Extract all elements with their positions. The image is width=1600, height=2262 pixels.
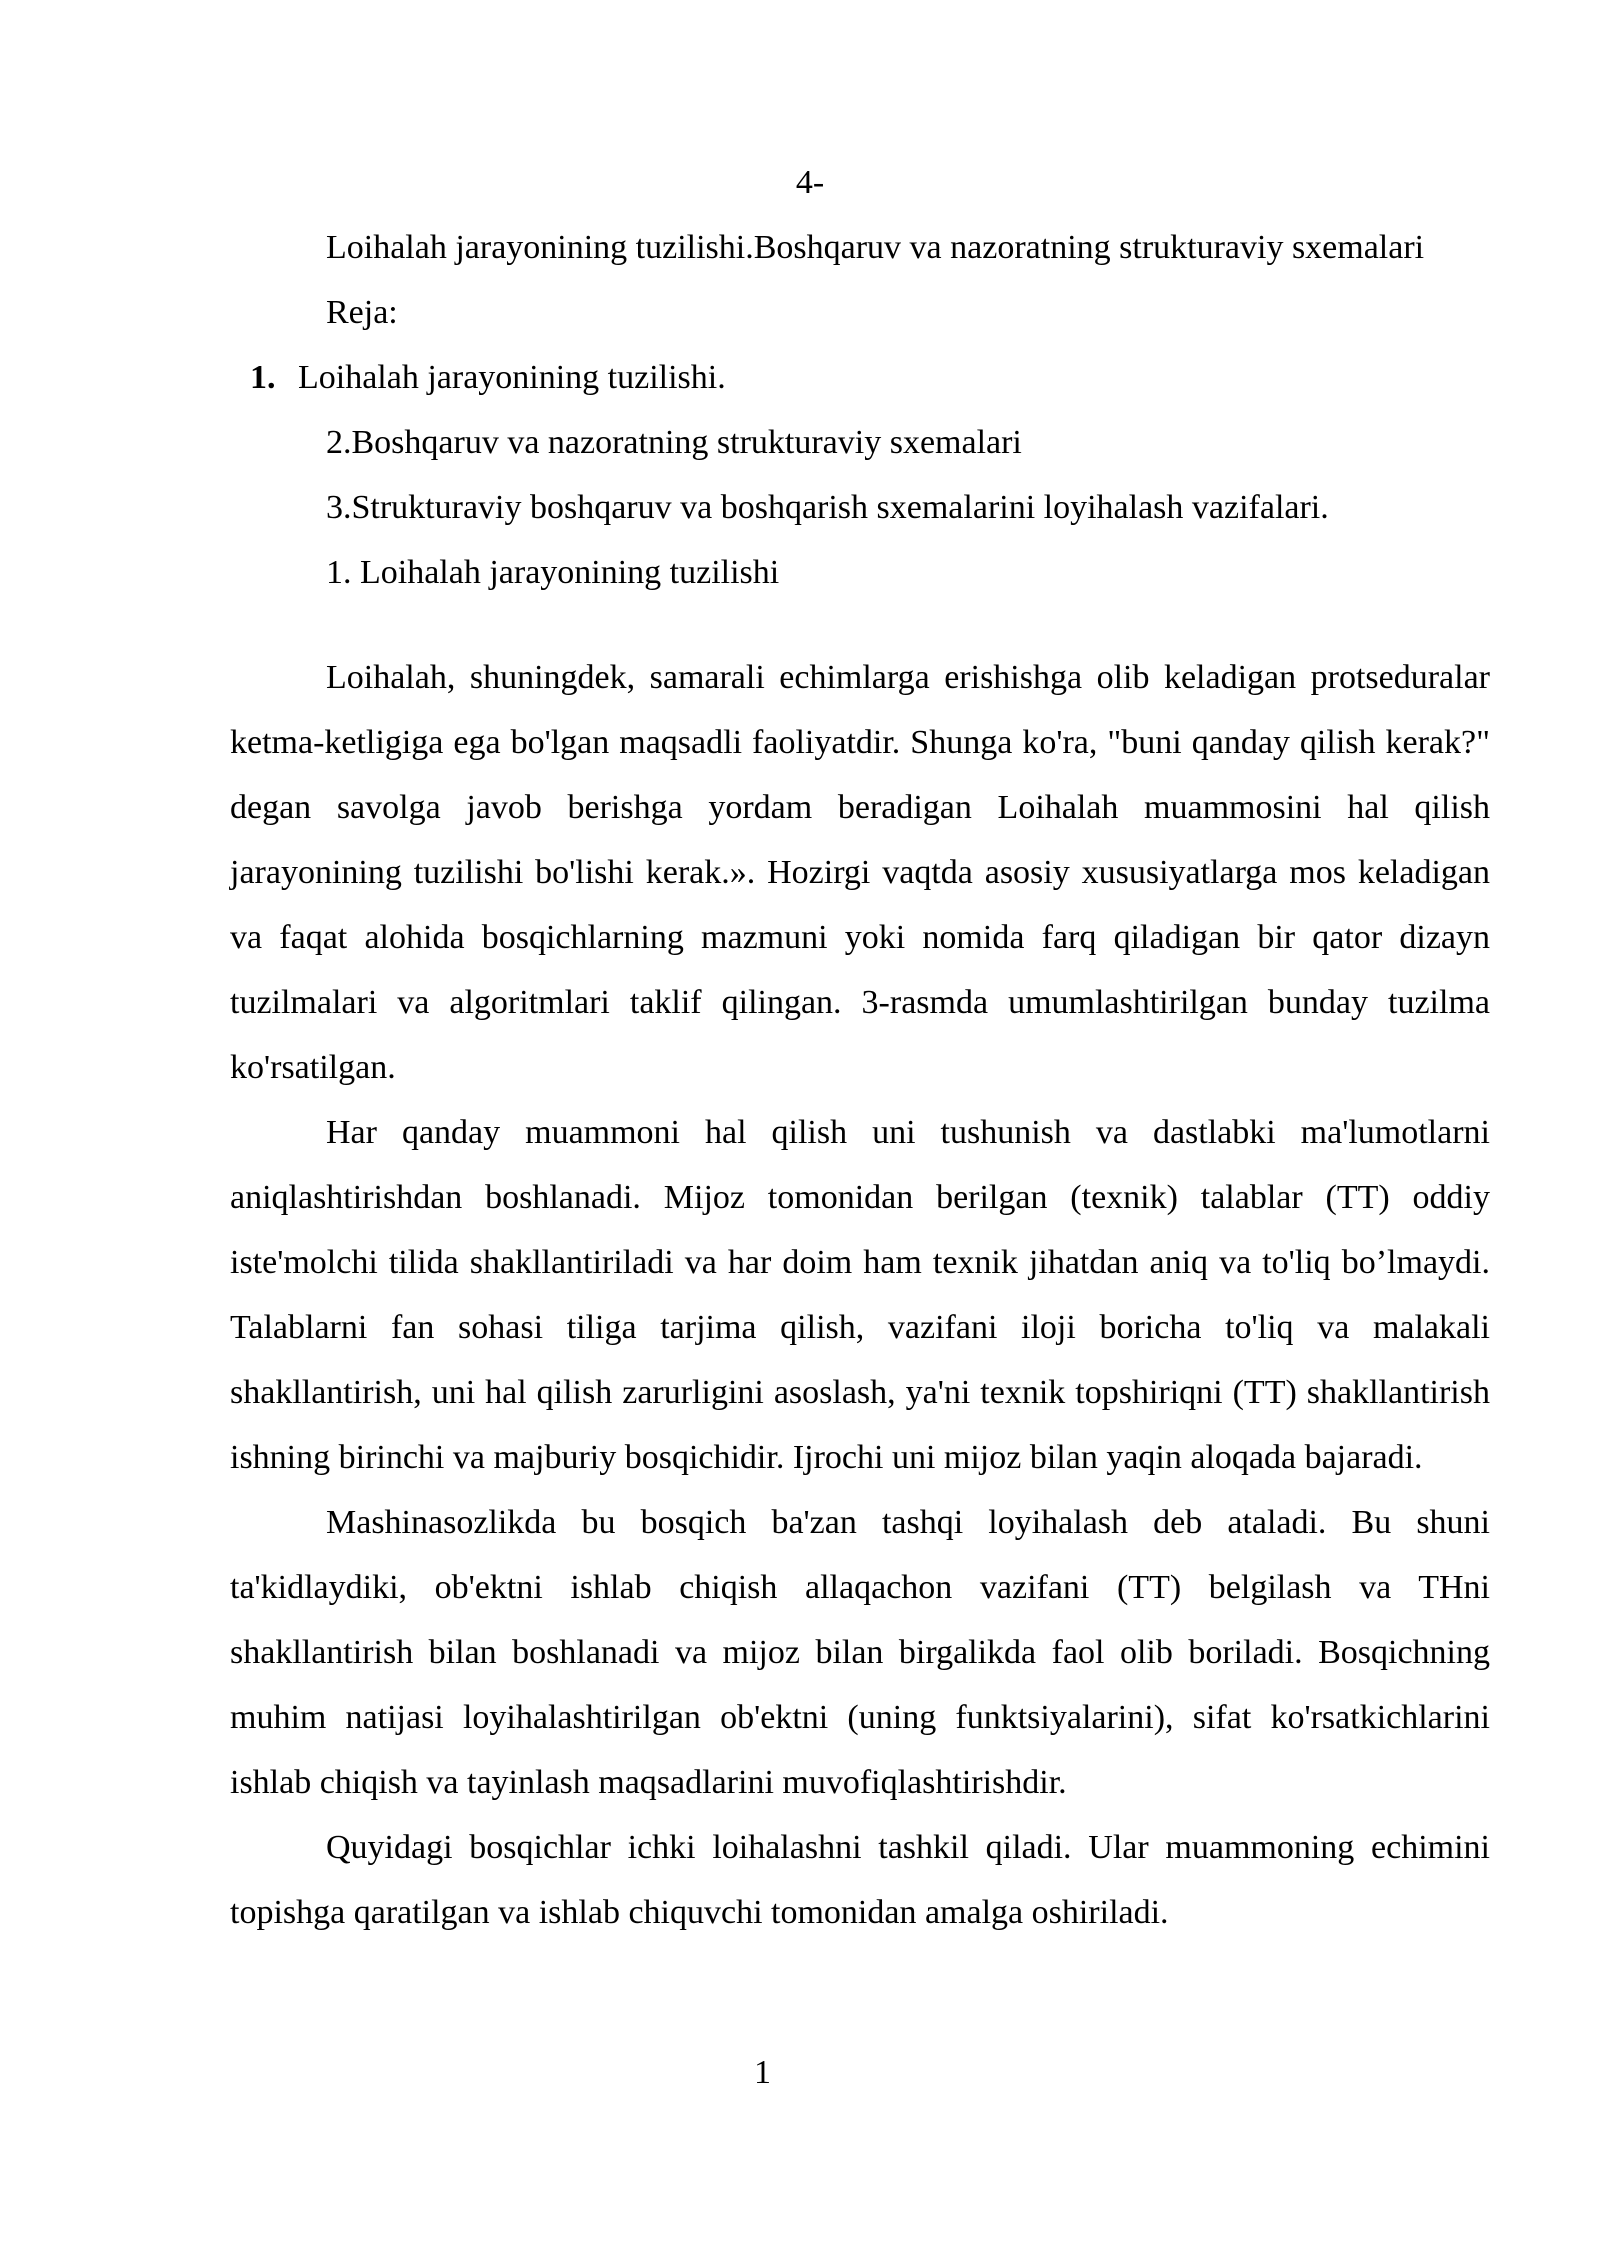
plan-item: 2.Boshqaruv va nazoratning strukturaviy sxemalari — [326, 424, 1022, 461]
document-title: Loihalah jarayonining tuzilishi.Boshqaruv va nazoratning strukturaviy sxemalari — [326, 229, 1425, 266]
spacer — [230, 605, 1490, 645]
paragraph: Quyidagi bosqichlar ichki loihalashni tashkil qiladi. Ular muammoning echimini topishga qaratilgan va ishlab chiquvchi tomonidan amalga oshiriladi. — [230, 1829, 1490, 1931]
plan-label: Reja: — [326, 294, 398, 331]
plan-item: 3.Strukturaviy boshqaruv va boshqarish sxemalarini loyihalash vazifalari. — [326, 489, 1329, 526]
plan-item-text: Loihalah jarayonining tuzilishi. — [298, 359, 726, 396]
paragraph: Har qanday muammoni hal qilish uni tushunish va dastlabki ma'lumotlarni aniqlashtirishdan boshlanadi. Mijoz tomonidan berilgan (texnik) talablar (TT) oddiy iste'molchi tilida shakllantiriladi va har doim ham texnik jihatdan aniq va to'liq bo’lmaydi. Talablarni fan sohasi tiliga tarjima qilish, vazifani iloji boricha to'liq va malakali shakllantirish, uni hal qilish zarurligini asoslash, ya'ni texnik topshiriqni (TT) shakllantirish ishning birinchi va majburiy bosqichidir. Ijrochi uni mijoz bilan yaqin aloqada bajaradi. — [230, 1114, 1490, 1476]
section-heading: 1. Loihalah jarayonining tuzilishi — [326, 554, 780, 591]
top-mark: 4- — [795, 164, 825, 201]
page-number: 1 — [754, 2054, 771, 2091]
paragraph: Loihalah, shuningdek, samarali echimlarga erishishga olib keladigan protseduralar ketma-ketligiga ega bo'lgan maqsadli faoliyatdir. Shunga ko'ra, "buni qanday qilish kerak?" degan savolga javob berishga yordam beradigan Loihalah muammosini hal qilish jarayonining tuzilishi bo'lishi kerak.». Hozirgi vaqtda asosiy xususiyatlarga mos keladigan va faqat alohida bosqichlarning mazmuni yoki nomida farq qiladigan bir qator dizayn tuzilmalari va algoritmlari taklif qilingan. 3-rasmda umumlashtirilgan bunday tuzilma ko'rsatilgan. — [230, 659, 1490, 1086]
paragraph: Mashinasozlikda bu bosqich ba'zan tashqi loyihalash deb ataladi. Bu shuni ta'kidlaydiki, ob'ektni ishlab chiqish allaqachon vazifani (TT) belgilash va THni shakllantirish bilan boshlanadi va mijoz bilan birgalikda faol olib boriladi. Bosqichning muhim natijasi loyihalashtirilgan ob'ektni (uning funktsiyalarini), sifat ko'rsatkichlarini ishlab chiqish va tayinlash maqsadlarini muvofiqlashtirishdir. — [230, 1504, 1490, 1801]
plan-item — [250, 345, 1490, 410]
document-body — [230, 150, 1490, 1945]
plan-item-number: 1. — [250, 359, 276, 396]
